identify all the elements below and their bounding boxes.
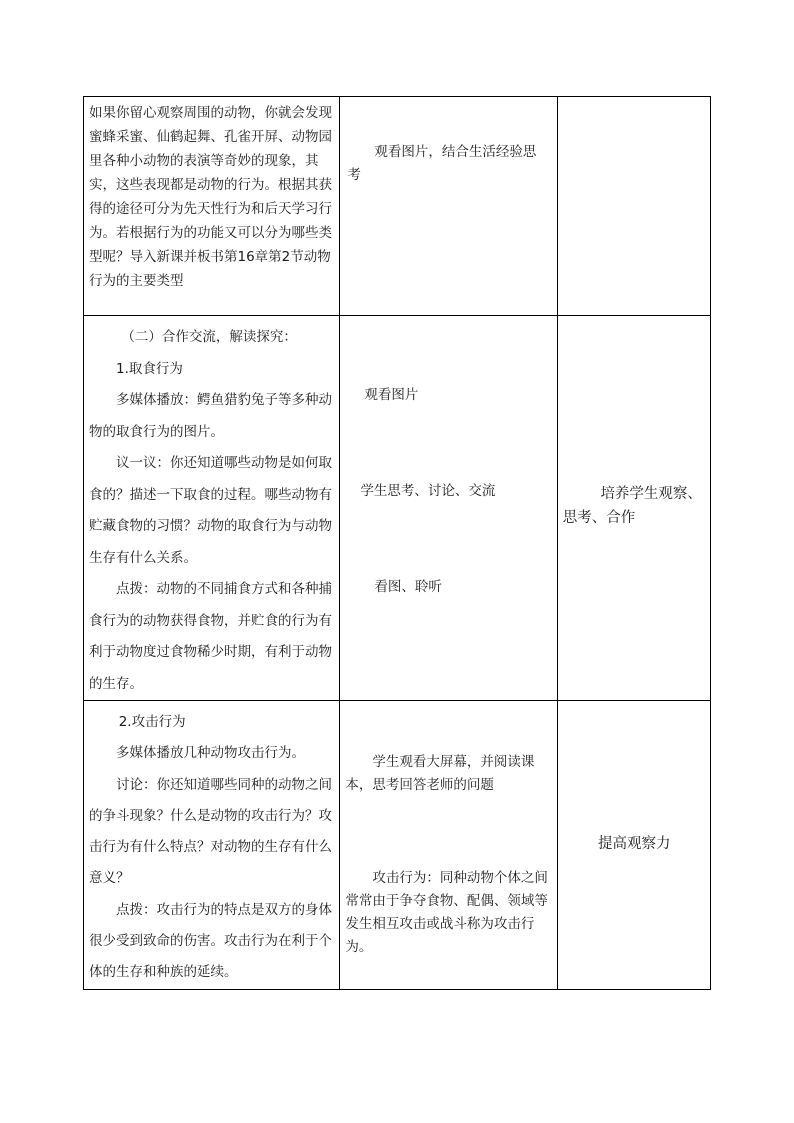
teacher-activity-cell [84,97,340,316]
design-intent-cell [557,316,710,701]
design-intent-text: 提高观察力 [598,836,671,852]
table-row [84,316,711,701]
table-row [84,701,711,990]
paragraph: 多媒体播放：鳄鱼猎豹兔子等多种动物的取食行为的图片。 [89,392,332,440]
student-activity-text: 学生观看大屏幕，并阅读课本，思考回答老师的问题 [345,754,535,793]
subsection-heading: 1.取食行为 [116,360,183,377]
lesson-plan-table [83,96,711,990]
paragraph: 多媒体播放几种动物攻击行为。 [116,745,305,762]
paragraph: 点拨：动物的不同捕食方式和各种捕食行为的动物获得食物，并贮食的行为有利于动物度过食物稀少时期，有利于动物的生存。 [89,581,332,692]
student-activity-text: 学生思考、讨论、交流 [360,483,496,499]
subsection-heading: 2.攻击行为 [118,714,186,730]
student-activity-cell [340,97,557,316]
teacher-activity-cell [84,701,340,990]
section-heading: （二）合作交流，解读探究： [121,329,297,345]
design-intent-cell [557,97,710,316]
student-activity-text: 观看图片 [364,387,419,403]
teacher-activity-cell [84,316,340,701]
design-intent-text: 培养学生观察、思考、合作 [562,486,702,526]
student-activity-text: 看图、聆听 [374,579,442,595]
student-activity-cell [340,701,557,990]
design-intent-cell [557,701,710,990]
student-activity-text: 攻击行为：同种动物个体之间常常由于争夺食物、配偶、领域等发生相互攻击或战斗称为攻击行为。 [345,870,548,955]
table-row [84,97,711,316]
paragraph: 点拨：攻击行为的特点是双方的身体很少受到致命的伤害。攻击行为在利于个体的生存和种族的延续。 [89,901,332,981]
paragraph: 议一议：你还知道哪些动物是如何取食的？描述一下取食的过程。哪些动物有贮藏食物的习惯？动物的取食行为与动物生存有什么关系。 [89,455,332,566]
student-activity-text: 观看图片，结合生活经验思考 [347,144,537,183]
paragraph: 讨论：你还知道哪些同种的动物之间的争斗现象？什么是动物的攻击行为？攻击行为有什么特点？对动物的生存有什么意义？ [89,776,332,887]
student-activity-cell [340,316,557,701]
intro-text: 如果你留心观察周围的动物，你就会发现蜜蜂采蜜、仙鹤起舞、孔雀开屏、动物园里各种小动物的表演等奇妙的现象，其实，这些表现都是动物的行为。根据其获得的途径可分为先天性行为和后天学习行为。若根据行为的功能又可以分为哪些类型呢？导入新课并板书第16章第2节动物行为的主要类型 [89,105,332,289]
